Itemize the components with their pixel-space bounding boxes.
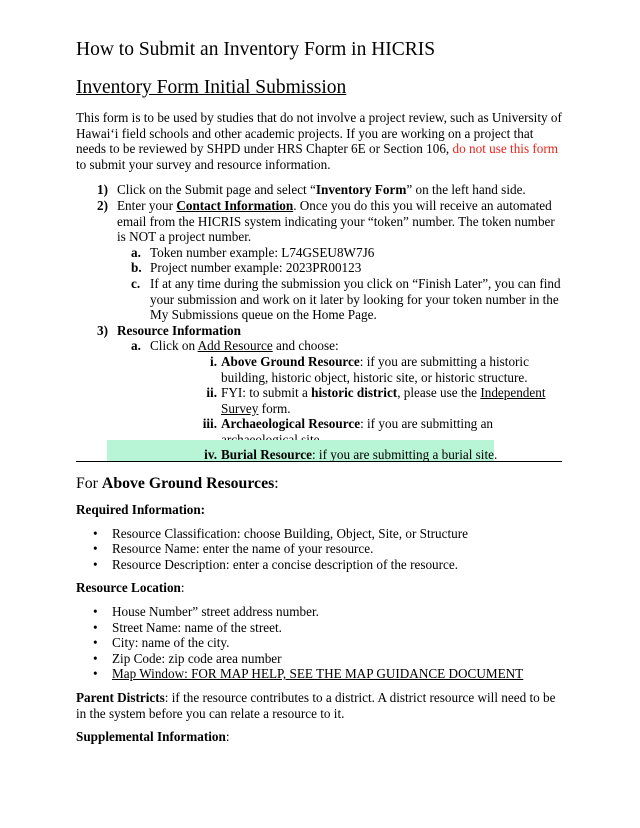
sub-item: a. Token number example: L74GSEU8W7J6 [131,244,375,260]
list-item: • City: name of the city. [93,635,230,651]
step-item: 3) Resource Information a. Click on Add Resource and choose: i. Above Ground Resource: if you are submitting a historic building, historic object, historic site, or historic structure. ii. FYI: to submit a historic district, please use the Independent Survey form. iii. Archaeological Resource: if you are submitting an iv. Burial Resource: if you are submitting a burial site. [76,323,566,463]
page-title: How to Submit an Inventory Form in HICRIS [76,39,436,60]
list-item: • Zip Code: zip code area number [93,650,282,666]
bullet-icon: • [93,556,98,572]
list-item: • Street Name: name of the street. [93,619,282,635]
bullet-icon: • [93,635,98,651]
supplemental-information-label: Supplemental Information: [76,729,230,745]
resource-type-item: iv. Burial Resource: if you are submitting a burial site. [204,447,498,463]
bullet-icon: • [93,619,98,635]
resource-type-list [150,354,566,463]
parent-districts-paragraph: Parent Districts: if the resource contributes to a district. A district resource will need to be in the system before you can relate a resource to it. [76,689,556,721]
resource-type-item: iii. Archaeological Resource: if you are submitting an [202,416,494,432]
sub-list [117,245,566,323]
required-information-label: Required Information: [76,502,206,517]
bullet-icon: • [93,541,98,557]
list-item: • Resource Name: enter the name of your resource. [93,541,374,557]
independent-survey-link[interactable]: Independent Survey [221,385,546,416]
resource-type-item: i. Above Ground Resource: if you are submitting a historic building, historic object, historic site, or historic structure. [210,353,529,385]
warning-text: do not use this form [452,141,559,157]
list-item [76,666,566,682]
sub-item: a. Click on Add Resource and choose: i. Above Ground Resource: if you are submitting a historic building, historic object, historic site, or historic structure. ii. FYI: to submit a historic district, please use the Independent Survey form. iii. Archaeological Resource: if you are submitting an iv. Burial Resource: if you are submitting a burial site. [117,338,566,463]
section-title: Inventory Form Initial Submission [76,77,347,98]
add-resource-link[interactable]: Add Resource [197,338,273,354]
sub-item: c. If at any time during the submission you click on “Finish Later”, you can find your submission and work on it later by looking for your token number in the My Submissions queue on the Home Page. [131,275,561,323]
list-item: • Resource Description: enter a concise description of the resource. [93,556,459,572]
document-page [76,38,566,463]
contact-information-link[interactable]: Contact Information [176,197,294,213]
steps-list [76,182,566,463]
location-list [76,604,566,682]
resource-type-item: ii. FYI: to submit a historic district, please use the Independent Survey form. [206,385,546,416]
sub-item: b. Project number example: 2023PR00123 [131,260,362,276]
bullet-icon: • [93,650,98,666]
bullet-icon: • [93,525,98,541]
above-ground-section [76,474,566,753]
step-item: 2) Enter your Contact Information. Once you do this you will receive an automated email from the HICRIS system indicating your “token” number. The token number is NOT a project number. a. Token number example: L74GSEU8W7J6 b. Project number example: 2023PR00123 c. If at any time during the submission you click on “Finish Later”, you can find your submission and work on it later by looking for your token number in the My Submissions queue on the Home Page. [76,198,566,323]
bullet-icon: • [93,666,98,682]
required-list [76,526,566,573]
section-heading: For Above Ground Resources: [76,475,279,492]
bullet-icon: • [93,603,98,619]
list-item: • House Number” street address number. [93,603,319,619]
step-item: 1) Click on the Submit page and select “Inventory Form” on the left hand side. [97,182,526,198]
map-guidance-link[interactable]: Map Window: FOR MAP HELP, SEE THE MAP GUIDANCE DOCUMENT [112,666,524,682]
list-item: • Resource Classification: choose Building, Object, Site, or Structure [93,525,468,541]
intro-paragraph: This form is to be used by studies that do not involve a project review, such as University of Hawai‘i field schools and other academic projects. If you are working on a project that needs to be reviewed by SHPD under HRS Chapter 6E or Section 106, do not use this form to submit your survey and resource information. [76,110,562,172]
resource-location-label: Resource Location: [76,580,185,596]
